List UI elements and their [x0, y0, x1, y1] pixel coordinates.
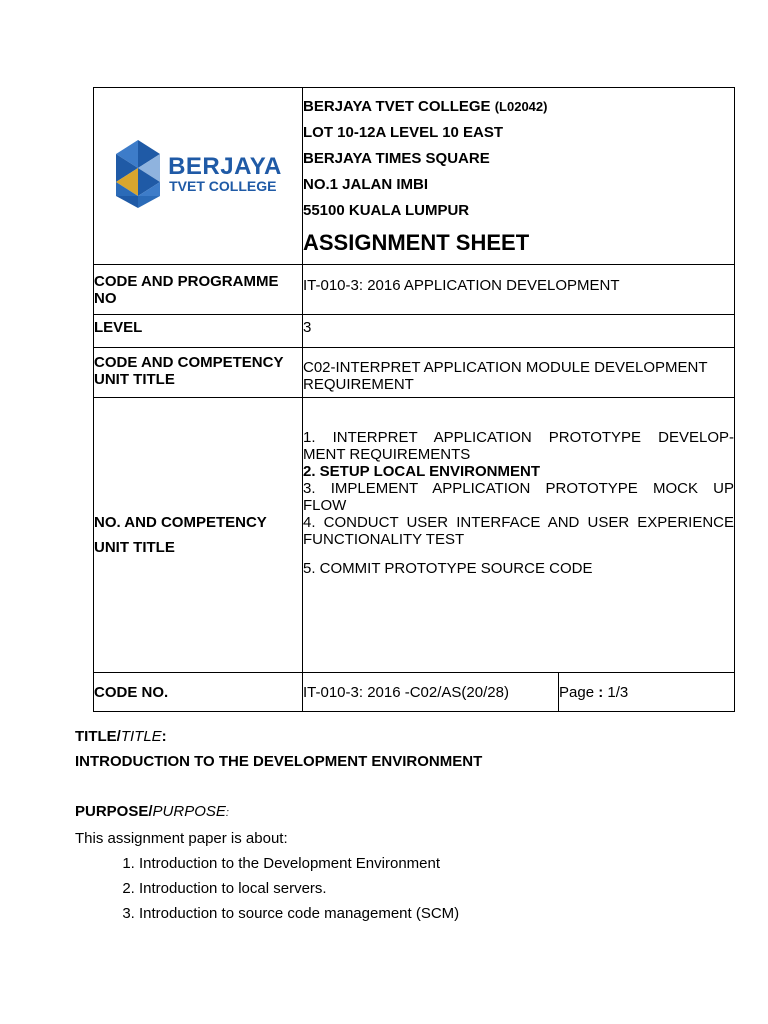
logo-cell	[94, 88, 303, 265]
code-no-label: CODE NO.	[94, 673, 303, 712]
unit-item-3a: 3. IMPLEMENT APPLICATION PROTOTYPE MOCK UP	[303, 480, 734, 497]
unit-item-5: 5. COMMIT PROTOTYPE SOURCE CODE	[303, 560, 593, 577]
college-logo	[114, 140, 282, 208]
units-label: NO. AND COMPETENCY UNIT TITLE	[94, 398, 303, 673]
logo-brand: BERJAYA	[168, 152, 282, 180]
purpose-item-2: 2. Introduction to local servers.	[139, 876, 715, 901]
sheet-title: ASSIGNMENT SHEET	[303, 230, 530, 255]
purpose-intro: This assignment paper is about:	[75, 830, 288, 847]
level-value: 3	[303, 315, 735, 348]
page-number: Page : 1/3	[559, 673, 735, 712]
code-no-value: IT-010-3: 2016 -C02/AS(20/28)	[303, 673, 559, 712]
programme-value: IT-010-3: 2016 APPLICATION DEVELOPMENT	[303, 265, 735, 315]
purpose-item-1: 1. Introduction to the Development Environment	[139, 851, 715, 876]
purpose-heading: PURPOSE/PURPOSE:	[75, 803, 229, 820]
assignment-header-table	[93, 87, 735, 712]
assignment-body	[75, 724, 715, 926]
address-line-2: BERJAYA TIMES SQUARE	[303, 150, 490, 167]
purpose-list	[75, 851, 715, 926]
units-list	[303, 398, 735, 673]
title-text: INTRODUCTION TO THE DEVELOPMENT ENVIRONMENT	[75, 753, 483, 770]
level-label: LEVEL	[94, 315, 303, 348]
logo-subtitle: TVET COLLEGE	[169, 177, 277, 194]
title-heading: TITLE/TITLE:	[75, 728, 167, 745]
unit-item-1a: 1. INTERPRET APPLICATION PROTOTYPE DEVELOP-	[303, 429, 734, 446]
address-line-4: 55100 KUALA LUMPUR	[303, 202, 470, 219]
competency-label: CODE AND COMPETENCY UNIT TITLE	[94, 348, 303, 398]
college-address-cell	[303, 88, 735, 265]
programme-label: CODE AND PROGRAMME NO	[94, 265, 303, 315]
competency-value: C02-INTERPRET APPLICATION MODULE DEVELOPMENT REQUIREMENT	[303, 348, 735, 398]
purpose-item-3: 3. Introduction to source code management (SCM)	[139, 901, 715, 926]
address-line-3: NO.1 JALAN IMBI	[303, 176, 429, 193]
college-name: BERJAYA TVET COLLEGE (L02042)	[303, 98, 548, 115]
unit-item-4b: FUNCTIONALITY TEST	[303, 531, 465, 548]
unit-item-4a: 4. CONDUCT USER INTERFACE AND USER EXPERIENCE	[303, 514, 734, 531]
unit-item-2: 2. SETUP LOCAL ENVIRONMENT	[303, 463, 540, 480]
address-line-1: LOT 10-12A LEVEL 10 EAST	[303, 124, 504, 141]
unit-item-3b: FLOW	[303, 497, 347, 514]
logo-emblem-icon	[114, 140, 162, 208]
college-code: (L02042)	[494, 99, 548, 114]
unit-item-1b: MENT REQUIREMENTS	[303, 446, 471, 463]
